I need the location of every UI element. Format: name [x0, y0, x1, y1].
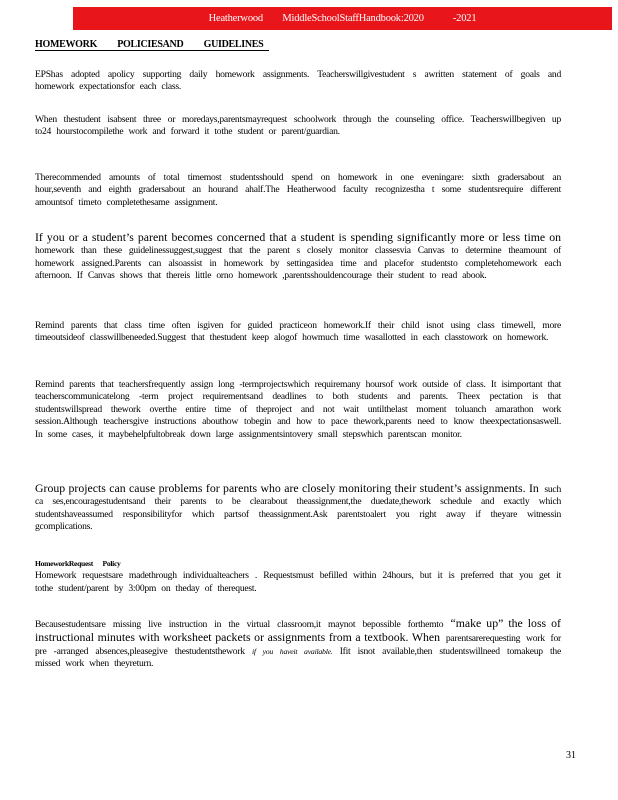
- request-policy-body: Homework requestsare madethrough individualteachers . Requestsmust befilled within 24hours, but it is preferred that you get it tothe student/parent by 3:00pm on theday of therequest.: [35, 570, 561, 594]
- request-policy-heading: HomeworkRequest Policy: [35, 559, 121, 568]
- virtual-classroom-line4: Ifit isnot available,then studentswillneed tomakeup the missed work when theyreturn.: [35, 645, 561, 670]
- paragraph-parent-concern-lead: If you or a student’s parent becomes concerned that a student is spending significantly more or less time on: [35, 230, 561, 244]
- paragraph-absence: When thestudent isabsent three or moredays,parentsmayrequest schoolwork through the counseling office. Teacherswillbegiven up to24 hourstocompilethe work and forward it tothe student or parent/guardian.: [35, 114, 561, 138]
- section-title: HOMEWORK POLICIESAND GUIDELINES: [35, 39, 269, 51]
- paragraph-policy: EPShas adopted apolicy supporting daily homework assignments. Teacherswillgivestudent s awritten statement of goals and homework expectationsfor each class.: [35, 69, 561, 93]
- page-header-bar: [73, 7, 612, 30]
- header-handbook-title: MiddleSchoolStaffHandbook:2020: [282, 13, 424, 24]
- header-school: Heatherwood: [208, 13, 263, 24]
- paragraph-request-policy: [35, 558, 561, 595]
- paragraph-class-time: Remind parents that class time often isgiven for guided practiceon homework.If their child isnot using class timewell, more timeoutsideof classwillbeneeded.Suggest that thestudent keep alogof howmuch time wasallotted in each classtowork on homework.: [35, 320, 561, 344]
- virtual-classroom-line1: Becausestudentsare missing live instruction in the virtual classroom,it maynot bepossible forthemto: [35, 619, 444, 630]
- paragraph-long-term-projects: Remind parents that teachersfrequently assign long -termprojectswhich requiremany hoursof work outside of class. It isimportant that teacherscommunicatelong -term project requirementsand deadlines to both students and parents. Theex pectation is that studentswillspread thework overthe entire time of theproject and not wait untilthelast moment toluanch amarathon work session.Although teachersgive instructions abouthow tobegin and how to pace thework,parents need to know theexpectationsaswell. In some cases, it maybehelpfultobreak down large assignmentsintovery small stepswhich parentscan monitor.: [35, 379, 561, 440]
- virtual-classroom-line3: parentsarerequesting work for pre -arranged absences,pleasegive thestudentsthework: [35, 633, 561, 657]
- virtual-classroom-italic: if you haveit available.: [252, 646, 333, 656]
- paragraph-group-projects-lead: Group projects can cause problems for parents who are closely monitoring their student’s assignments. In: [35, 481, 539, 495]
- paragraph-virtual-classroom: [35, 617, 561, 671]
- paragraph-group-projects-body: such ca ses,encouragestudentsand their parents to be clearabout theassignment,the duedate,thework schedule and exactly which studentshaveassumed responsibilityfor which partsof theassignment.Ask parentstoalert you right away if theyare witnessin gcomplications.: [35, 484, 561, 533]
- header-year-end: -2021: [452, 13, 477, 24]
- paragraph-recommended-time: Therecommended amounts of total timemost studentsshould spend on homework in one eveningare: sixth gradersabout an hour,seventh and eighth gradersabout an hourand ahalf.The Heatherwood faculty recognizestha t some studentsrequire different amountsof timeto completethesame assignment.: [35, 172, 561, 208]
- page-number: 31: [566, 750, 576, 761]
- paragraph-parent-concern: [35, 231, 561, 283]
- paragraph-parent-concern-body: homework than these guidelinessuggest,suggest that the parent s closely monitor classesvia Canvas to determine theamount of homework assigned.Parents can alsoassist in homework by settingasidea time and placefor studentsto completehomework each afternoon. If Canvas shows that thereis little orno homework ,parentsshouldencourage their student to read abook.: [35, 245, 561, 282]
- paragraph-group-projects: [35, 482, 561, 534]
- virtual-classroom-line2: “make up” the loss of instructional minutes with worksheet packets or assignments from a textbook. When: [35, 616, 561, 645]
